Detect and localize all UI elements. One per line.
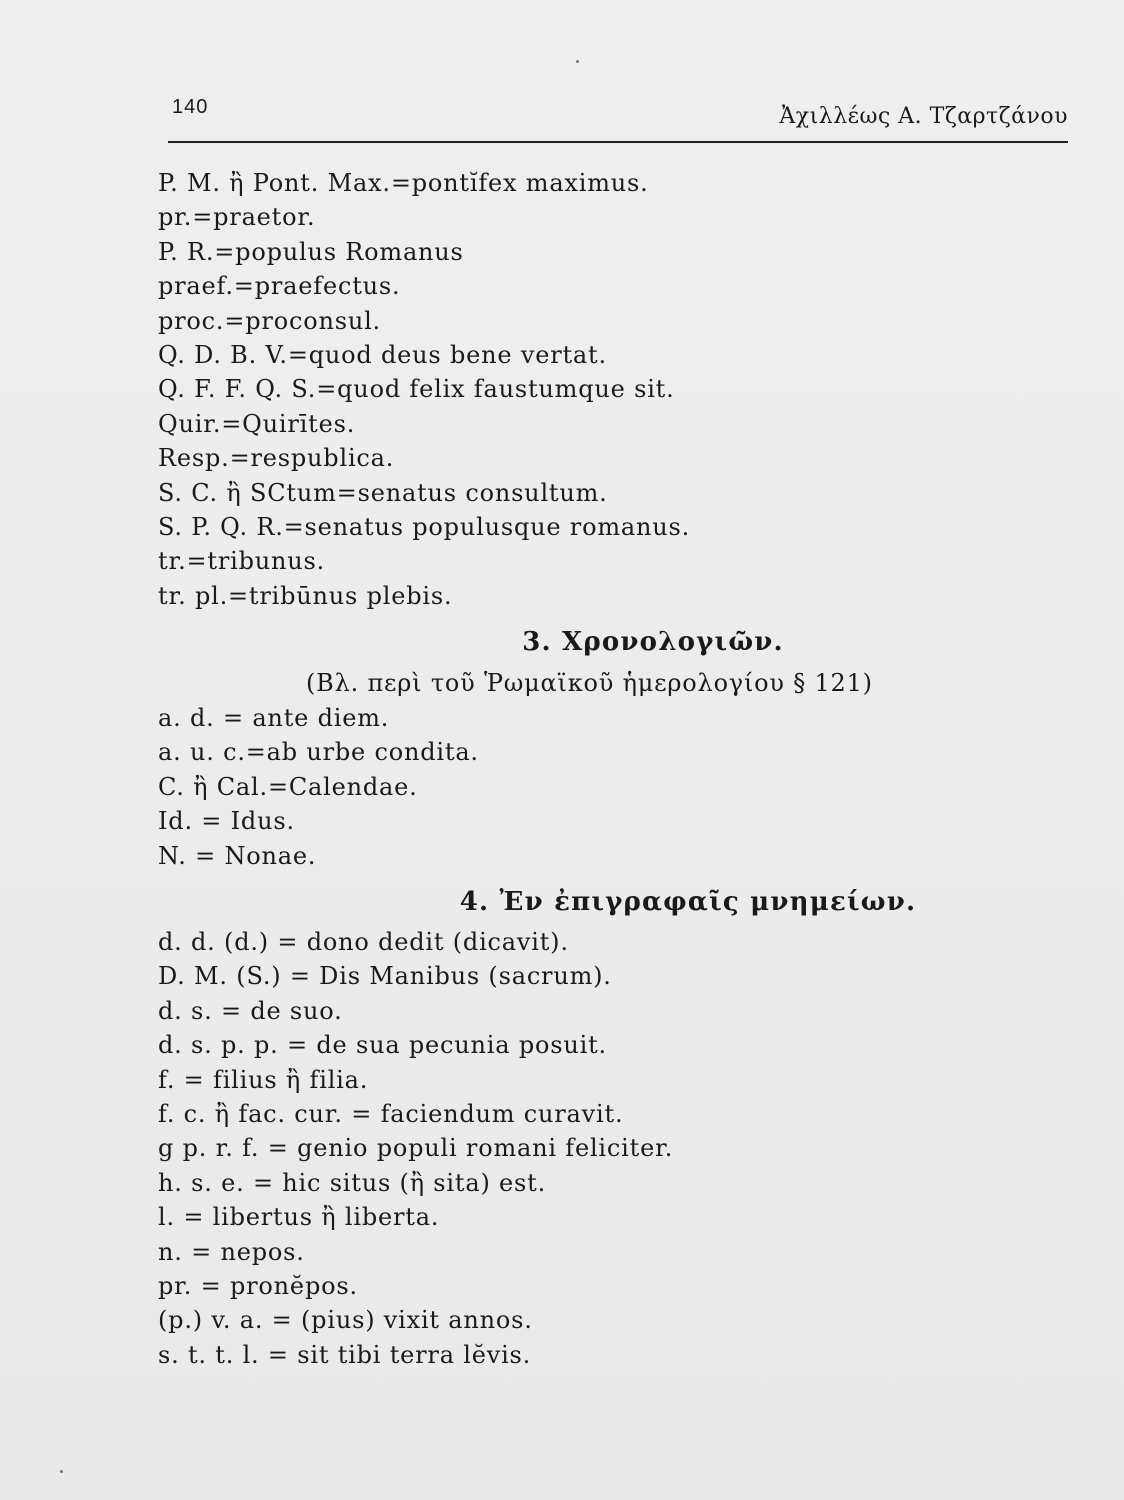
abbrev-line: s. t. t. l. = sit tibi terra lĕvis.: [158, 1340, 532, 1369]
abbrev-line: P. M. ἢ Pont. Max.=pontĭfex maximus.: [158, 169, 649, 197]
section-heading: 3. Χρονολογιῶν.: [522, 627, 784, 658]
abbrev-line: proc.=proconsul.: [158, 306, 381, 335]
abbrev-line: Q. F. F. Q. S.=quod felix faustumque sit.: [158, 375, 675, 404]
abbrev-line: a. u. c.=ab urbe condita.: [158, 738, 479, 767]
abbrev-line: P. R.=populus Romanus: [158, 237, 464, 266]
abbrev-line: f. = filius ἢ filia.: [158, 1065, 369, 1094]
abbrev-line: Q. D. B. V.=quod deus bene vertat.: [158, 340, 607, 369]
abbrev-line: tr. pl.=tribūnus plebis.: [158, 581, 453, 610]
abbrev-line: d. s. = de suo.: [158, 996, 343, 1025]
running-title: Ἀχιλλέως Α. Τζαρτζάνου: [779, 104, 1068, 129]
abbrev-line: S. C. ἢ SCtum=senatus consultum.: [158, 478, 608, 507]
abbrev-line: h. s. e. = hic situs (ἢ sita) est.: [158, 1168, 547, 1197]
abbrev-line: D. M. (S.) = Dis Manibus (sacrum).: [158, 962, 612, 991]
abbrev-line: l. = libertus ἢ liberta.: [158, 1203, 440, 1232]
abbrev-line: (p.) v. a. = (pius) vixit annos.: [158, 1306, 533, 1335]
abbrev-line: d. d. (d.) = dono dedit (dicavit).: [158, 928, 569, 957]
abbrev-line: pr.=praetor.: [158, 203, 316, 232]
section-inscriptions: [158, 879, 1058, 1372]
page-header: [168, 88, 1068, 144]
page-body: [158, 166, 1058, 1372]
abbrev-line: pr. = pronĕpos.: [158, 1271, 358, 1300]
section-reference: (Βλ. περὶ τοῦ Ῥωμαϊκοῦ ἡμερολογίου § 121): [306, 669, 873, 698]
section-chronology: [158, 619, 1058, 873]
abbrev-line: N. = Nonae.: [158, 841, 317, 870]
abbrev-line: g p. r. f. = genio populi romani feliciter.: [158, 1134, 674, 1163]
abbrev-line: Id. = Idus.: [158, 807, 295, 836]
paper-speck: [576, 60, 579, 63]
paper-speck: [60, 1470, 63, 1473]
abbrev-line: d. s. p. p. = de sua pecunia posuit.: [158, 1031, 607, 1060]
abbrev-line: C. ἢ Cal.=Calendae.: [158, 772, 418, 801]
abbrev-line: Resp.=respublica.: [158, 444, 395, 473]
abbrev-line: tr.=tribunus.: [158, 547, 326, 576]
abbrev-line: f. c. ἢ fac. cur. = faciendum curavit.: [158, 1099, 624, 1128]
abbrev-line: a. d. = ante diem.: [158, 704, 390, 733]
section-heading: 4. Ἐν ἐπιγραφαῖς μνημείων.: [459, 887, 917, 918]
abbrev-line: praef.=praefectus.: [158, 272, 401, 301]
abbrev-line: S. P. Q. R.=senatus populusque romanus.: [158, 512, 691, 541]
abbreviation-list: [158, 166, 1058, 613]
abbrev-line: n. = nepos.: [158, 1237, 305, 1266]
page-number: 140: [172, 96, 209, 118]
header-rule: [168, 141, 1068, 143]
abbrev-line: Quir.=Quirītes.: [158, 409, 356, 438]
